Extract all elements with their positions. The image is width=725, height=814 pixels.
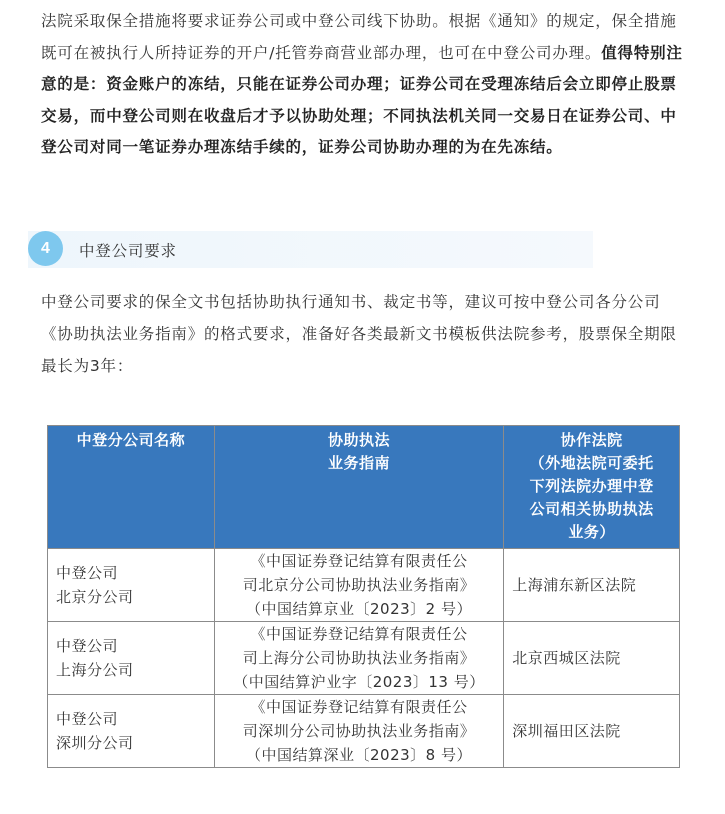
table-header-row	[48, 426, 680, 549]
header-cooperating-court: 协作法院 （外地法院可委托 下列法院办理中登 公司相关协助执法 业务）	[504, 426, 680, 549]
cell-court: 上海浦东新区法院	[504, 549, 680, 622]
cell-guide: 《中国证券登记结算有限责任公 司北京分公司协助执法业务指南》 （中国结算京业〔2023〕2 号）	[214, 549, 504, 622]
cell-branch-name: 中登公司 上海分公司	[48, 622, 215, 695]
section-number-badge: 4	[28, 231, 63, 266]
table-row	[48, 695, 680, 768]
paragraph-lead-text: 法院采取保全措施将要求证券公司或中登公司线下协助。根据《通知》的规定，保全措施既可在被执行人所持证券的开户/托管券商营业部办理，也可在中登公司办理。	[41, 12, 677, 62]
cell-guide: 《中国证券登记结算有限责任公 司上海分公司协助执法业务指南》 （中国结算沪业字〔2023〕13 号）	[214, 622, 504, 695]
section-header	[28, 231, 593, 268]
cell-court: 北京西城区法院	[504, 622, 680, 695]
paragraph-bold-notice: 值得特别注意的是：资金账户的冻结，只能在证券公司办理；证券公司在受理冻结后会立即停止股票交易，而中登公司则在收盘后才予以协助处理；不同执法机关同一交易日在证券公司、中登公司对同一笔证券办理冻结手续的，证券公司协助办理的为在先冻结。	[41, 43, 683, 156]
cell-guide: 《中国证券登记结算有限责任公 司深圳分公司协助执法业务指南》 （中国结算深业〔2023〕8 号）	[214, 695, 504, 768]
csdc-branch-table	[47, 425, 680, 768]
paragraph-csdc-requirements: 中登公司要求的保全文书包括协助执行通知书、裁定书等，建议可按中登公司各分公司《协助执法业务指南》的格式要求，准备好各类最新文书模板供法院参考，股票保全期限最长为3年：	[41, 293, 677, 375]
paragraph-preservation-measures	[41, 6, 689, 164]
cell-court: 深圳福田区法院	[504, 695, 680, 768]
header-branch-name: 中登分公司名称	[48, 426, 215, 549]
cell-branch-name: 中登公司 深圳分公司	[48, 695, 215, 768]
cell-branch-name: 中登公司 北京分公司	[48, 549, 215, 622]
header-guide: 协助执法 业务指南	[214, 426, 504, 549]
table-row	[48, 622, 680, 695]
section-title: 中登公司要求	[79, 242, 177, 260]
table-row	[48, 549, 680, 622]
